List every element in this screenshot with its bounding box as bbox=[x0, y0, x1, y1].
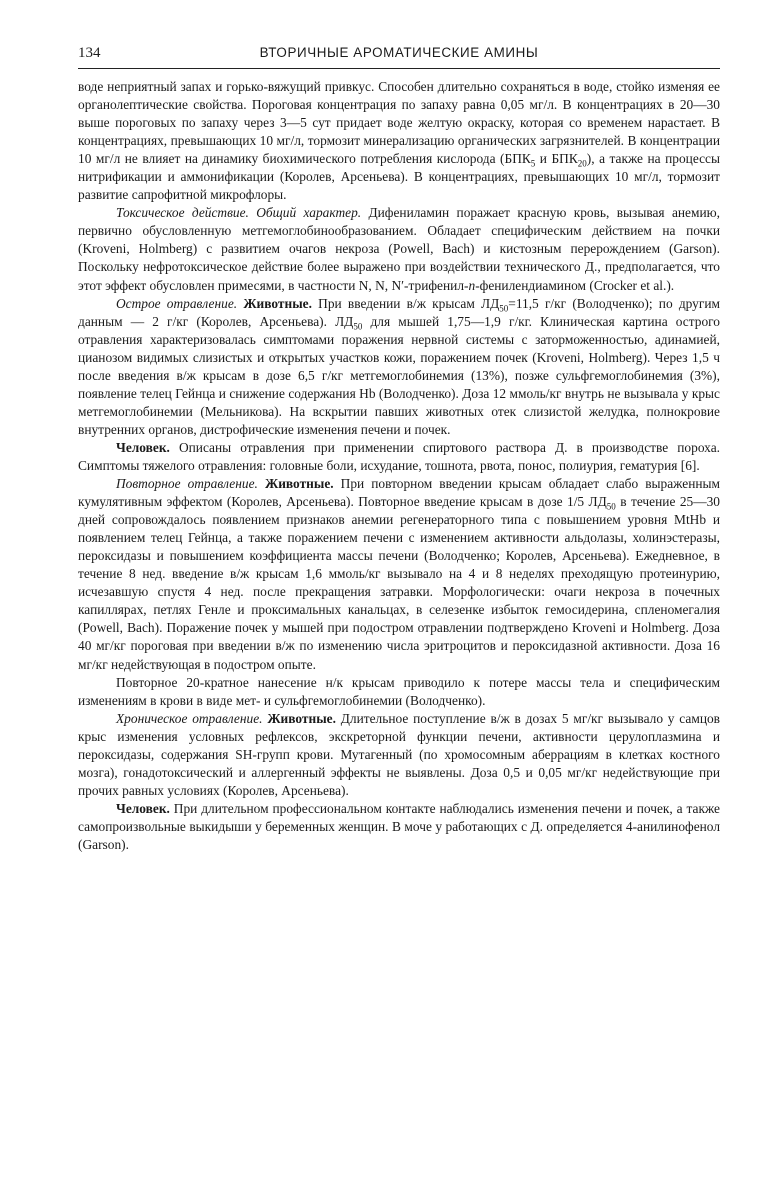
section-heading-repeated: Повторное отравление. bbox=[116, 476, 258, 492]
paragraph-water-properties: воде неприятный запах и горько-вяжущий привкус. Способен длительно сохраняться в воде, стойко изменяя ее органолептические свойства. Пороговая концентрация по запаху равна 0,05 мг/л. В концентрациях в 20—30 выше пороговых по запаху через 3—5 сут придает воде желтую окраску, которая со временем нарастает. В концентрациях, превышающих 10 мг/л, тормозит минерализацию органических загрязнителей. В концентрации 10 мг/л не влияет на динамику биохимического потребления кислорода ($БПК_5$ и $БПК_{20}$), а также на процессы нитрификации и аммонификации (Королев, Арсеньева). В концентрациях, превышающих 10 мг/л, тормозит развитие сапрофитной микрофлоры. bbox=[78, 79, 720, 203]
book-page bbox=[78, 44, 720, 854]
paragraph-repeated-skin: Повторное 20-кратное нанесение н/к крысам приводило к потере массы тела и специфическим изменениям в крови в виде мет- и сульфгемоглобинемии (Володченко). bbox=[78, 674, 720, 708]
page-number: 134 bbox=[78, 45, 101, 61]
paragraph-toxic-action: Токсическое действие. Общий характер. Дифениламин поражает красную кровь, вызывая анемию, первично обусловленную метгемоглобинообразованием. Обладает специфическим действием на почки (Kroveni, Holmberg) с развитием очагов некроза (Powell, Bach) и кистозным перерождением (Garson). Поскольку нефротоксическое действие более выражено при воздействии технического Д., предполагается, что этот эффект обусловлен примесями, в частности N, N, N′-трифенил-п-фенилендиамином (Crocker et al.). bbox=[78, 205, 720, 293]
subheading-animals: Животные. bbox=[243, 295, 312, 311]
running-title: ВТОРИЧНЫЕ АРОМАТИЧЕСКИЕ АМИНЫ bbox=[259, 45, 539, 60]
paragraph-acute-animals: Острое отравление. Животные. При введении в/ж крысам $ЛД_{50}=11,5$ г/кг (Володченко); по другим данным — 2 г/кг (Королев, Арсеньева). $ЛД_{50}$ для мышей 1,75—1,9 г/кг. Клиническая картина острого отравления характеризовалась симптомами поражения нервной системы с заторможенностью, адинамией, цианозом видимых слизистых и открытых участков кожи, поражением почек (Kroveni, Holmberg). Через 1,5 ч после введения в/ж крысам в дозе 6,5 г/кг метгемоглобинемия (13%), позже сульфгемоглобинемия (3%), появление телец Гейнца и снижение содержания Hb (Володченко). Доза 12 ммоль/кг внутрь не вызывала у крыс метгемоглобинемии (Мельникова). На вскрытии павших животных отек слизистой желудка, полнокровие внутренних органов, дистрофические изменения печени и почек. bbox=[78, 295, 720, 437]
section-heading-toxic-action: Токсическое действие. Общий характер. bbox=[116, 205, 362, 221]
paragraph-repeated-animals: Повторное отравление. Животные. При повторном введении крысам обладает слабо выраженным кумулятивным эффектом (Королев, Арсеньева). Повторное введение крысам в дозе 1/5 $ЛД_{50}$ в течение 25—30 дней сопровождалось появлением признаков анемии регенераторного типа с повышением уровня MtHb и появлением телец Гейнца, а также поражением печени с изменением активности альдолазы, холинэстеразы, пероксидазы и повышением коэффициента массы печени (Володченко; Королев, Арсеньева). Ежедневное, в течение 8 нед. введение в/ж крысам 1,6 ммоль/кг вызывало на 4 и 8 неделях преходящую протеинурию, исчезавшую спустя 4 нед. после прекращения затравки. Морфологически: очаги некроза в почечных капиллярах, петлях Генле и проксимальных канальцах, в селезенке избыток гемосидерина, спленомегалия (Powell, Bach). Поражение почек у мышей при подостром отравлении подтверждено Kroveni и Holmberg. Доза 40 мг/кг пороговая при введении в/ж по изменению числа эритроцитов и пероксидазной активности. Доза 16 мг/кг недействующая в подостром опыте. bbox=[78, 476, 720, 672]
paragraph-acute-human: Человек. Описаны отравления при применении спиртового раствора Д. в производстве пороха. Симптомы тяжелого отравления: головные боли, исхудание, тошнота, рвота, понос, полиурия, гематурия [6]. bbox=[78, 439, 720, 473]
subheading-animals: Животные. bbox=[264, 476, 334, 492]
header-rule bbox=[78, 68, 720, 69]
paragraph-chronic-animals: Хроническое отравление. Животные. Длительное поступление в/ж в дозах 5 мг/кг вызывало у самцов крыс изменения условных рефлексов, экскреторной функции печени, активности церулоплазмина и пероксидазы, содержания SH-групп крови. Мутагенный (по хромосомным аберрациям в клетках костного мозга), гонадотоксический и аллергенный эффекты не выявлены. Доза 0,5 и 0,05 мг/кг недействующие при прочих равных условиях (Королев, Арсеньева). bbox=[78, 710, 720, 798]
section-heading-chronic: Хроническое отравление. bbox=[116, 710, 263, 726]
subheading-human: Человек. bbox=[116, 800, 170, 816]
paragraph-chronic-human: Человек. При длительном профессиональном контакте наблюдались изменения печени и почек, а также самопроизвольные выкидыши у беременных женщин. В моче у работающих с Д. определяется 4-анилинофенол (Garson). bbox=[78, 800, 720, 852]
section-heading-acute: Острое отравление. bbox=[116, 295, 238, 311]
subheading-human: Человек. bbox=[116, 439, 170, 455]
page-header bbox=[78, 44, 720, 66]
subheading-animals: Животные. bbox=[267, 710, 336, 726]
